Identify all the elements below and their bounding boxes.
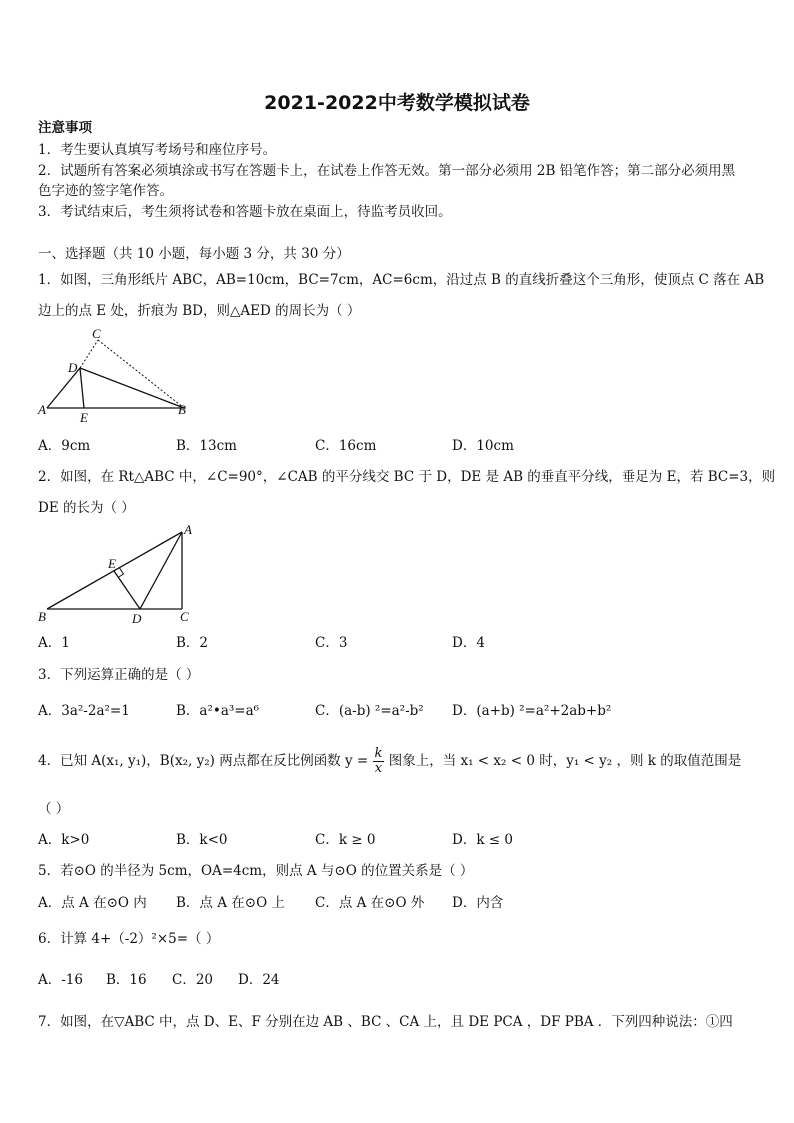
q1-triangle-figure <box>34 326 194 422</box>
q1-option-b[interactable]: B．13cm <box>176 438 237 454</box>
q2-option-d[interactable]: D．4 <box>452 635 485 651</box>
q6-option-a[interactable]: A．-16 <box>38 972 83 988</box>
q2-triangle-figure <box>34 522 200 626</box>
q3-option-c[interactable]: C．(a-b) ²=a²-b² <box>315 703 424 719</box>
q3-option-d[interactable]: D．(a+b) ²=a²+2ab+b² <box>452 703 612 719</box>
q6-option-c[interactable]: C．20 <box>172 972 214 988</box>
q6-stem: 6．计算 4+（-2）²×5=（ ） <box>38 931 220 947</box>
q2-label-b: B <box>38 609 46 624</box>
q6-option-d[interactable]: D．24 <box>238 972 280 988</box>
q4-option-b[interactable]: B．k<0 <box>176 832 228 848</box>
q4-option-a[interactable]: A．k>0 <box>38 832 90 848</box>
q5-option-a[interactable]: A．点 A 在⊙O 内 <box>38 895 147 911</box>
q2-option-b[interactable]: B．2 <box>176 635 209 651</box>
q7-stem: 7．如图，在▽ABC 中，点 D、E、F 分别在边 AB 、BC 、CA 上，且 DE PCA ，DF PBA ．下列四种说法：①四 <box>38 1014 733 1030</box>
q5-option-b[interactable]: B．点 A 在⊙O 上 <box>176 895 285 911</box>
q1-stem: 1．如图，三角形纸片 ABC，AB=10cm，BC=7cm，AC=6cm，沿过点 B 的直线折叠这个三角形，使顶点 C 落在 AB <box>38 272 765 288</box>
q1-option-c[interactable]: C．16cm <box>315 438 377 454</box>
note-3: 3．考试结束后，考生须将试卷和答题卡放在桌面上，待监考员收回。 <box>38 204 452 220</box>
q4-fraction-denominator: x <box>374 761 383 776</box>
q3-stem: 3．下列运算正确的是（ ） <box>38 667 200 683</box>
q4-stem <box>38 744 760 778</box>
q2-label-e: E <box>108 556 116 571</box>
q4-stem-part1: 4．已知 A(x₁, y₁)，B(x₂, y₂) 两点都在反比例函数 y = <box>38 753 373 769</box>
q1-label-c: C <box>92 326 101 341</box>
q4-option-c[interactable]: C．k ≥ 0 <box>315 832 376 848</box>
q1-option-d[interactable]: D．10cm <box>452 438 514 454</box>
q6-option-b[interactable]: B．16 <box>106 972 147 988</box>
q2-label-c: C <box>180 609 189 624</box>
note-1: 1．考生要认真填写考场号和座位序号。 <box>38 142 277 158</box>
q1-stem-cont: 边上的点 E 处，折痕为 BD，则△AED 的周长为（ ） <box>38 303 361 319</box>
notes-heading: 注意事项 <box>38 120 92 136</box>
page-title: 2021-2022中考数学模拟试卷 <box>264 92 530 114</box>
note-2: 2．试题所有答案必须填涂或书写在答题卡上，在试卷上作答无效。第一部分必须用 2B 铅笔作答；第二部分必须用黑 <box>38 163 736 179</box>
q1-label-e: E <box>80 410 88 422</box>
q1-label-b: B <box>178 402 186 417</box>
q3-option-a[interactable]: A．3a²-2a²=1 <box>38 703 130 719</box>
q4-option-d[interactable]: D．k ≤ 0 <box>452 832 513 848</box>
q3-option-b[interactable]: B．a²•a³=a⁶ <box>176 703 260 719</box>
q2-label-a: A <box>184 522 192 537</box>
note-2-cont: 色字迹的签字笔作答。 <box>38 183 173 199</box>
q4-stem-part2: 图象上，当 x₁ < x₂ < 0 时，y₁ < y₂ ，则 k 的取值范围是 <box>384 753 742 769</box>
q2-label-d: D <box>132 611 142 626</box>
q2-option-c[interactable]: C．3 <box>315 635 348 651</box>
section-heading: 一、选择题（共 10 小题，每小题 3 分，共 30 分） <box>38 246 350 262</box>
q5-option-d[interactable]: D．内含 <box>452 895 504 911</box>
q2-option-a[interactable]: A．1 <box>38 635 70 651</box>
q2-stem-cont: DE 的长为（ ） <box>38 500 135 516</box>
q2-stem: 2．如图，在 Rt△ABC 中，∠C=90°，∠CAB 的平分线交 BC 于 D，DE 是 AB 的垂直平分线，垂足为 E，若 BC=3，则 <box>38 469 776 485</box>
q4-fraction <box>373 747 385 776</box>
q5-option-c[interactable]: C．点 A 在⊙O 外 <box>315 895 425 911</box>
q5-stem: 5．若⊙O 的半径为 5cm，OA=4cm，则点 A 与⊙O 的位置关系是（ ） <box>38 863 474 879</box>
q4-blank: （ ） <box>38 801 70 817</box>
q1-label-a: A <box>38 402 46 417</box>
q1-option-a[interactable]: A．9cm <box>38 438 91 454</box>
q1-label-d: D <box>68 360 78 375</box>
q4-fraction-numerator: k <box>374 746 383 761</box>
